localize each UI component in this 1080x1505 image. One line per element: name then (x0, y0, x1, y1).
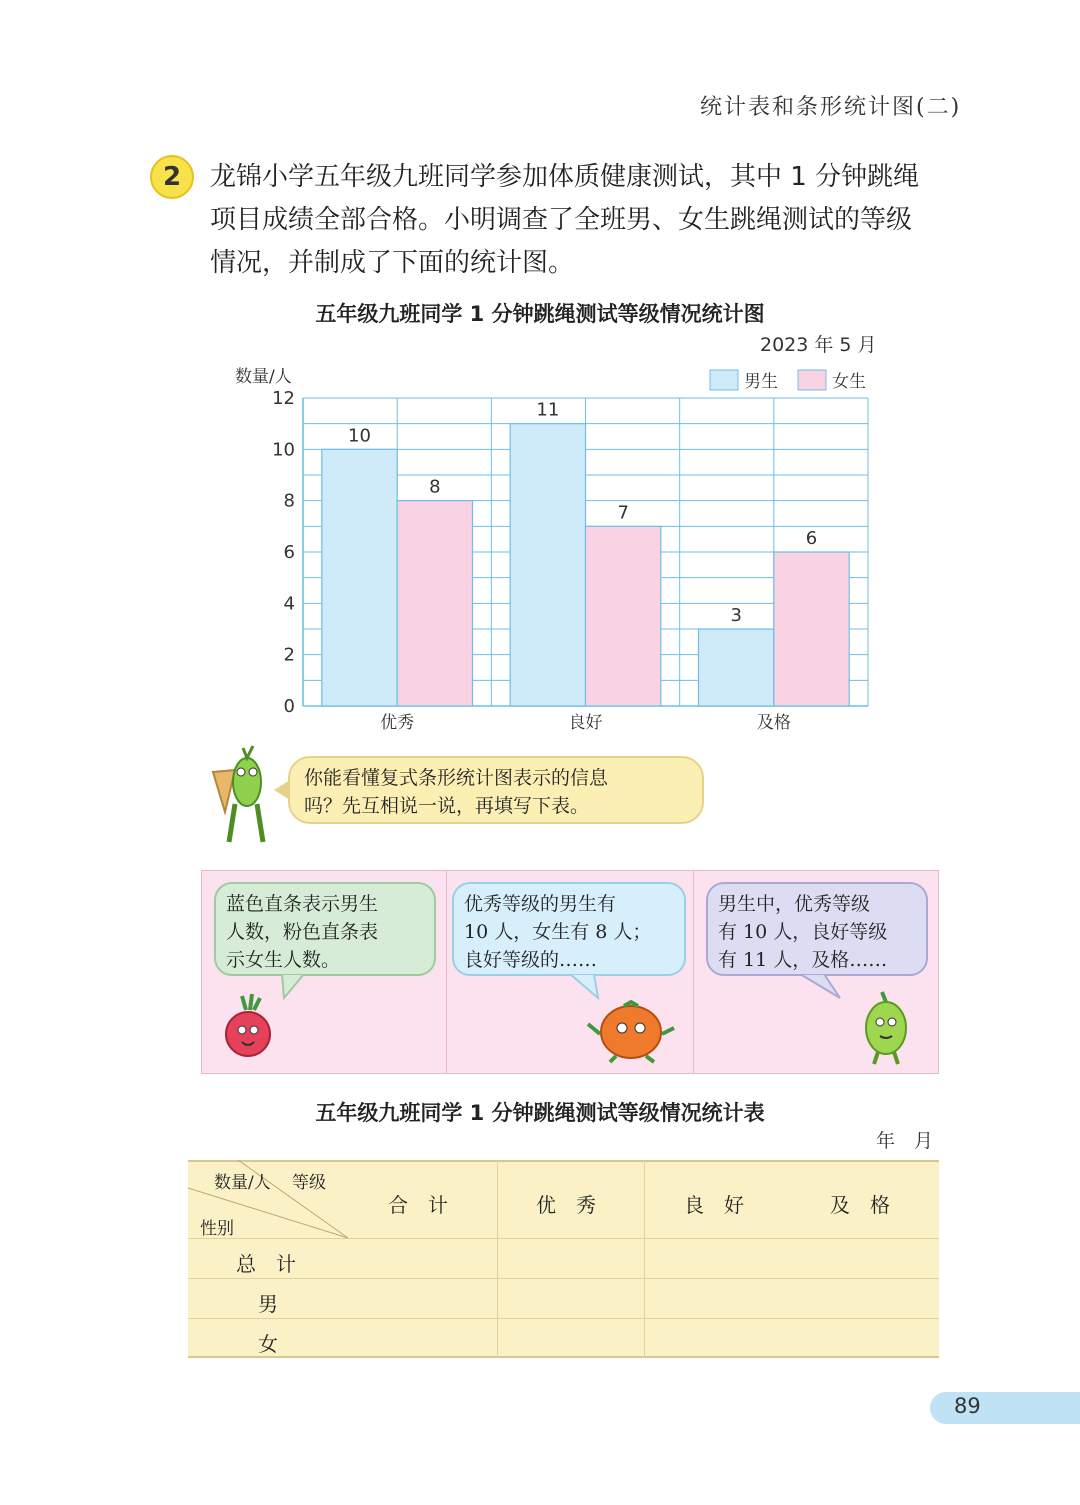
y-tick-label: 4 (283, 593, 295, 615)
problem-number-badge (150, 155, 194, 199)
pepper-character-illustration (850, 988, 920, 1068)
corner-label-quantity: 数量/人 (214, 1173, 271, 1193)
x-category-label: 及格 (756, 713, 791, 733)
bar-boys (322, 449, 397, 706)
x-category-label: 良好 (568, 713, 603, 733)
bubble-line: 良好等级的…… (464, 949, 598, 971)
page-number: 89 (954, 1394, 981, 1418)
table-row-boys: 男 (258, 1292, 278, 1316)
legend-swatch (798, 370, 826, 390)
bar-value-label: 3 (730, 605, 742, 626)
bubble-line: 人数，粉色直条表 (226, 921, 379, 943)
bar-value-label: 8 (429, 476, 441, 498)
chart-legend (710, 370, 866, 392)
table-header-excellent: 优 秀 (536, 1193, 596, 1217)
bubble-line: 有 11 人，及格…… (718, 949, 888, 971)
speech-line: 吗？先互相说一说，再填写下表。 (304, 795, 590, 817)
speech-bubble-radish (214, 882, 436, 976)
bar-value-label: 6 (805, 528, 818, 549)
y-tick-label: 10 (272, 439, 295, 461)
bubble-line: 10 人，女生有 8 人； (464, 921, 652, 943)
table-date: 年 月 (876, 1130, 934, 1152)
table-row-girls: 女 (258, 1332, 278, 1356)
page-number-tab (930, 1392, 1080, 1424)
problem-line: 项目成绩全部合格。小明调查了全班男、女生跳绳测试的等级 (210, 205, 913, 235)
y-tick-label: 2 (283, 644, 295, 666)
legend-label: 女生 (832, 372, 866, 392)
legend-swatch (710, 370, 738, 390)
bar-value-label: 10 (348, 425, 371, 447)
panel-divider (446, 870, 447, 1074)
bean-character-illustration (205, 742, 275, 852)
bar-value-label: 7 (617, 502, 629, 524)
y-axis-label: 数量/人 (235, 367, 292, 387)
table-header-good: 良 好 (684, 1193, 744, 1217)
x-category-label: 优秀 (380, 713, 415, 733)
speech-bubble-tomato (452, 882, 686, 976)
bar-chart (200, 360, 890, 745)
problem-text (210, 156, 950, 285)
problem-line: 情况，并制成了下面的统计图。 (210, 248, 575, 278)
problem-line: 龙锦小学五年级九班同学参加体质健康测试，其中 1 分钟跳绳 (210, 162, 920, 192)
table-divider (644, 1160, 645, 1358)
corner-label-gender: 性别 (200, 1219, 234, 1239)
chart-y-ticks (272, 388, 295, 717)
table-header-pass: 及 格 (830, 1193, 890, 1217)
bubble-line: 男生中，优秀等级 (718, 893, 871, 915)
table-header-total: 合 计 (388, 1193, 448, 1217)
table-title: 五年级九班同学 1 分钟跳绳测试等级情况统计表 (315, 1101, 765, 1125)
problem-number: 2 (162, 162, 182, 192)
bar-value-label: 11 (536, 399, 560, 421)
y-tick-label: 8 (283, 490, 295, 512)
panel-divider (693, 870, 694, 1074)
y-tick-label: 0 (283, 696, 295, 717)
bar-boys (510, 424, 585, 706)
bubble-line: 蓝色直条表示男生 (226, 893, 379, 915)
speech-line: 你能看懂复式条形统计图表示的信息 (304, 767, 609, 789)
bubble-line: 示女生人数。 (226, 949, 341, 971)
chart-bars (322, 400, 849, 706)
radish-character-illustration (212, 992, 282, 1062)
bar-girls (586, 526, 661, 706)
corner-label-grade: 等级 (292, 1173, 326, 1193)
table-divider (188, 1318, 939, 1319)
bubble-line: 优秀等级的男生有 (464, 893, 617, 915)
speech-bubble-question (288, 756, 704, 824)
table-row-total: 总 计 (236, 1252, 296, 1276)
table-divider (497, 1160, 498, 1358)
bar-boys (699, 629, 774, 706)
bubble-line: 有 10 人，良好等级 (718, 921, 888, 943)
legend-label: 男生 (744, 372, 778, 392)
chart-date: 2023 年 5 月 (760, 334, 877, 356)
table-divider (188, 1278, 939, 1279)
section-title: 统计表和条形统计图(二) (700, 95, 962, 120)
y-tick-label: 12 (272, 388, 295, 409)
bar-girls (397, 501, 472, 706)
tomato-character-illustration (586, 998, 676, 1064)
speech-bubble-pepper (706, 882, 928, 976)
y-tick-label: 6 (283, 542, 295, 563)
chart-x-labels (380, 713, 791, 733)
chart-title: 五年级九班同学 1 分钟跳绳测试等级情况统计图 (315, 302, 765, 326)
bar-girls (774, 552, 849, 706)
